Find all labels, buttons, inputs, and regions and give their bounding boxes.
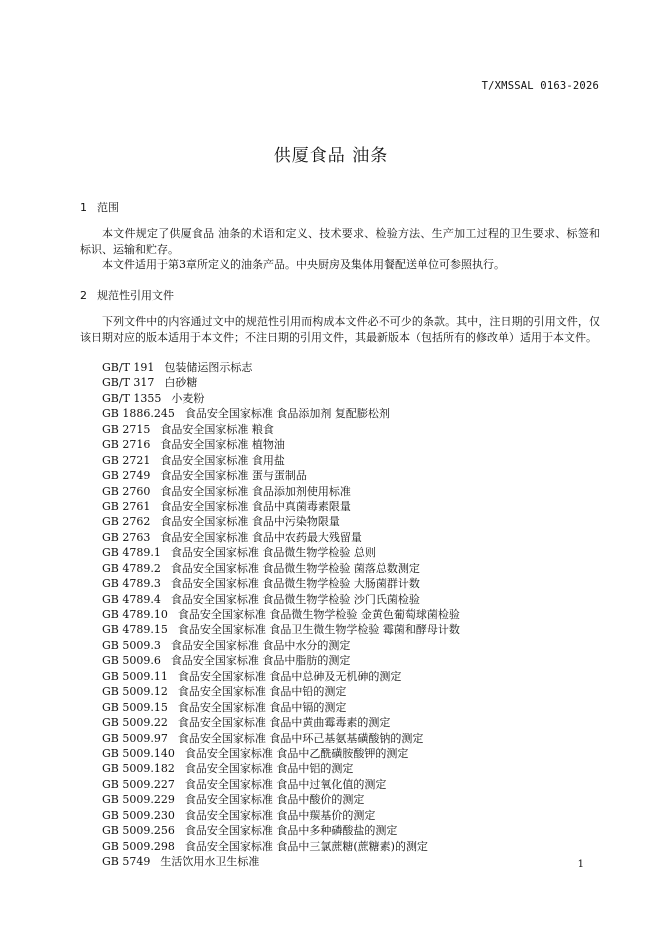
reference-title: 食品安全国家标准 蛋与蛋制品 <box>160 469 307 483</box>
reference-code: GB 5009.15 <box>102 700 168 714</box>
reference-title: 生活饮用水卫生标准 <box>160 855 260 868</box>
reference-code: GB 5009.140 <box>102 746 175 760</box>
reference-title: 食品安全国家标准 食品中镉的测定 <box>177 700 347 714</box>
reference-item <box>102 731 460 746</box>
reference-item <box>102 468 460 483</box>
reference-code: GB 4789.15 <box>102 623 168 637</box>
reference-list <box>102 360 460 869</box>
reference-item <box>102 808 460 823</box>
reference-code: GB 4789.3 <box>102 577 161 591</box>
reference-title: 食品安全国家标准 食品中黄曲霉毒素的测定 <box>177 716 391 730</box>
reference-code: GB 5009.3 <box>102 638 161 652</box>
reference-item <box>102 453 460 468</box>
reference-code: GB/T 191 <box>102 361 155 374</box>
reference-title: 食品安全国家标准 食品中三氯蔗糖(蔗糖素)的测定 <box>184 839 428 853</box>
reference-item <box>102 823 460 838</box>
reference-item <box>102 592 460 607</box>
reference-title: 食品安全国家标准 食品中水分的测定 <box>170 638 351 652</box>
reference-title: 食品安全国家标准 食品中脂肪的测定 <box>170 654 351 668</box>
reference-title: 食品安全国家标准 食品中环己基氨基磺酸钠的测定 <box>177 731 424 745</box>
reference-item <box>102 437 460 452</box>
reference-code: GB 5009.6 <box>102 654 161 668</box>
section-heading-normative-references <box>80 287 174 303</box>
reference-title: 食品安全国家标准 食品微生物学检验 菌落总数测定 <box>170 561 420 575</box>
section-heading-scope <box>80 199 119 215</box>
reference-item <box>102 576 460 591</box>
reference-item <box>102 484 460 499</box>
reference-item <box>102 530 460 545</box>
section-number: 2 <box>80 289 87 302</box>
reference-item <box>102 514 460 529</box>
reference-item <box>102 622 460 637</box>
reference-code: GB 2715 <box>102 422 151 436</box>
page-number: 1 <box>577 859 584 870</box>
reference-item <box>102 422 460 437</box>
reference-code: GB 2721 <box>102 453 151 467</box>
reference-code: GB 5009.298 <box>102 839 175 853</box>
reference-item <box>102 561 460 576</box>
reference-item <box>102 761 460 776</box>
reference-title: 食品安全国家标准 食品中羰基价的测定 <box>184 808 376 822</box>
reference-code: GB 4789.4 <box>102 592 161 606</box>
document-code: T/XMSSAL 0163-2026 <box>481 80 599 92</box>
reference-title: 食品安全国家标准 食品添加剂使用标准 <box>160 484 351 498</box>
reference-title: 食品安全国家标准 食品中总砷及无机砷的测定 <box>177 669 402 683</box>
reference-code: GB 1886.245 <box>102 407 175 421</box>
reference-item <box>102 854 460 869</box>
reference-item <box>102 700 460 715</box>
reference-title: 小麦粉 <box>171 391 205 405</box>
reference-item <box>102 607 460 622</box>
reference-title: 食品安全国家标准 食用盐 <box>160 453 285 467</box>
reference-code: GB 5009.227 <box>102 777 175 791</box>
reference-title: 食品安全国家标准 食品微生物学检验 金黄色葡萄球菌检验 <box>177 608 460 621</box>
reference-code: GB 5009.97 <box>102 731 168 745</box>
reference-title: 包装储运图示标志 <box>164 361 253 374</box>
reference-title: 食品安全国家标准 食品中污染物限量 <box>160 515 340 529</box>
reference-code: GB 4789.1 <box>102 546 161 560</box>
reference-title: 食品安全国家标准 食品卫生微生物学检验 霉菌和酵母计数 <box>177 623 460 637</box>
reference-code: GB 2762 <box>102 515 151 529</box>
reference-code: GB 5009.11 <box>102 669 168 683</box>
reference-title: 食品安全国家标准 食品微生物学检验 沙门氏菌检验 <box>170 592 420 606</box>
reference-code: GB 5009.12 <box>102 685 168 699</box>
reference-code: GB 2763 <box>102 530 151 544</box>
reference-item <box>102 545 460 560</box>
reference-item <box>102 499 460 514</box>
reference-item <box>102 653 460 668</box>
reference-item <box>102 777 460 792</box>
reference-code: GB 5009.22 <box>102 716 168 730</box>
reference-code: GB 5009.182 <box>102 762 175 776</box>
reference-item <box>102 839 460 854</box>
reference-title: 食品安全国家标准 食品添加剂 复配膨松剂 <box>184 407 390 421</box>
reference-item <box>102 715 460 730</box>
reference-title: 食品安全国家标准 植物油 <box>160 438 285 452</box>
reference-code: GB 2760 <box>102 484 151 498</box>
reference-title: 食品安全国家标准 食品中过氧化值的测定 <box>184 777 387 791</box>
reference-code: GB 4789.10 <box>102 608 168 621</box>
references-intro-paragraph: 下列文件中的内容通过文中的规范性引用而构成本文件必不可少的条款。其中，注日期的引用文件，仅该日期对应的版本适用于本文件；不注日期的引用文件，其最新版本（包括所有的修改单）适用于本文件。 <box>80 315 600 344</box>
section-title: 范围 <box>97 201 119 214</box>
reference-title: 食品安全国家标准 食品微生物学检验 总则 <box>170 546 376 560</box>
reference-title: 食品安全国家标准 食品中农药最大残留量 <box>160 530 362 544</box>
reference-code: GB 5749 <box>102 855 151 868</box>
scope-paragraph-1: 本文件规定了供厦食品 油条的术语和定义、技术要求、检验方法、生产加工过程的卫生要求、标签和标识、运输和贮存。 <box>80 227 600 256</box>
reference-title: 食品安全国家标准 粮食 <box>160 422 274 436</box>
reference-item <box>102 406 460 421</box>
reference-title: 食品安全国家标准 食品中真菌毒素限量 <box>160 499 351 513</box>
reference-item <box>102 391 460 406</box>
section-title: 规范性引用文件 <box>97 289 174 302</box>
reference-code: GB/T 1355 <box>102 391 162 405</box>
document-title: 供厦食品 油条 <box>273 146 389 166</box>
reference-code: GB 2761 <box>102 499 151 513</box>
reference-code: GB 4789.2 <box>102 561 161 575</box>
reference-code: GB 2749 <box>102 469 151 483</box>
reference-code: GB/T 317 <box>102 376 155 390</box>
reference-title: 食品安全国家标准 食品中酸价的测定 <box>184 793 365 807</box>
scope-paragraph-2: 本文件适用于第3章所定义的油条产品。中央厨房及集体用餐配送单位可参照执行。 <box>102 258 505 271</box>
reference-code: GB 2716 <box>102 438 151 452</box>
reference-item <box>102 360 460 375</box>
reference-title: 食品安全国家标准 食品中多种磷酸盐的测定 <box>184 824 398 838</box>
reference-title: 食品安全国家标准 食品微生物学检验 大肠菌群计数 <box>170 577 420 591</box>
section-number: 1 <box>80 201 87 214</box>
reference-title: 食品安全国家标准 食品中铝的测定 <box>184 762 354 776</box>
reference-code: GB 5009.230 <box>102 808 175 822</box>
reference-code: GB 5009.229 <box>102 793 175 807</box>
reference-item <box>102 375 460 390</box>
reference-item <box>102 792 460 807</box>
reference-item <box>102 669 460 684</box>
reference-title: 食品安全国家标准 食品中乙酰磺胺酸钾的测定 <box>184 746 409 760</box>
reference-title: 白砂糖 <box>164 376 198 390</box>
reference-item <box>102 684 460 699</box>
reference-item <box>102 746 460 761</box>
reference-code: GB 5009.256 <box>102 824 175 838</box>
reference-title: 食品安全国家标准 食品中铅的测定 <box>177 685 347 699</box>
reference-item <box>102 638 460 653</box>
